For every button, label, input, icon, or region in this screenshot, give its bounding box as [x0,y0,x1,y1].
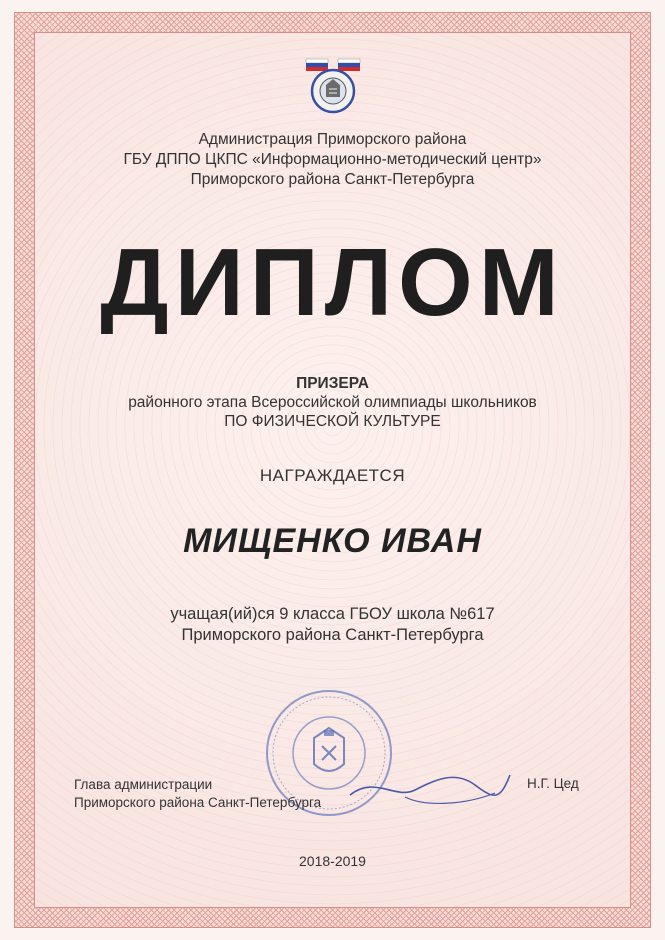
award-event: районного этапа Всероссийской олимпиады школьников [128,394,537,411]
student-details [0,604,665,646]
award-rank: ПРИЗЕРА [296,375,369,392]
issuer-line-2: ГБУ ДППО ЦКПС «Информационно-методический центр» [123,151,542,168]
issuer-line-3: Приморского района Санкт-Петербурга [190,171,475,188]
issuer-line-1: Администрация Приморского района [198,131,467,148]
olympiad-emblem-icon [296,55,370,115]
issuer-header [0,130,665,190]
signer-position-line-2: Приморского района Санкт-Петербурга [74,795,322,810]
recipient-name: МИЩЕНКО ИВАН [183,522,482,560]
signer-position [74,776,321,812]
handwritten-signature-icon [345,755,515,815]
award-subject: ПО ФИЗИЧЕСКОЙ КУЛЬТУРЕ [224,413,441,430]
signer-name: Н.Г. Цед [527,776,579,791]
student-class: учащая(ий)ся 9 класса ГБОУ школа №617 [170,605,495,623]
student-district: Приморского района Санкт-Петербурга [181,626,484,644]
academic-year: 2018-2019 [299,853,366,869]
diploma-title: ДИПЛОМ [100,229,565,336]
awarded-label: НАГРАЖДАЕТСЯ [259,466,406,485]
signer-position-line-1: Глава администрации [74,777,213,792]
award-subtitle [0,374,665,431]
